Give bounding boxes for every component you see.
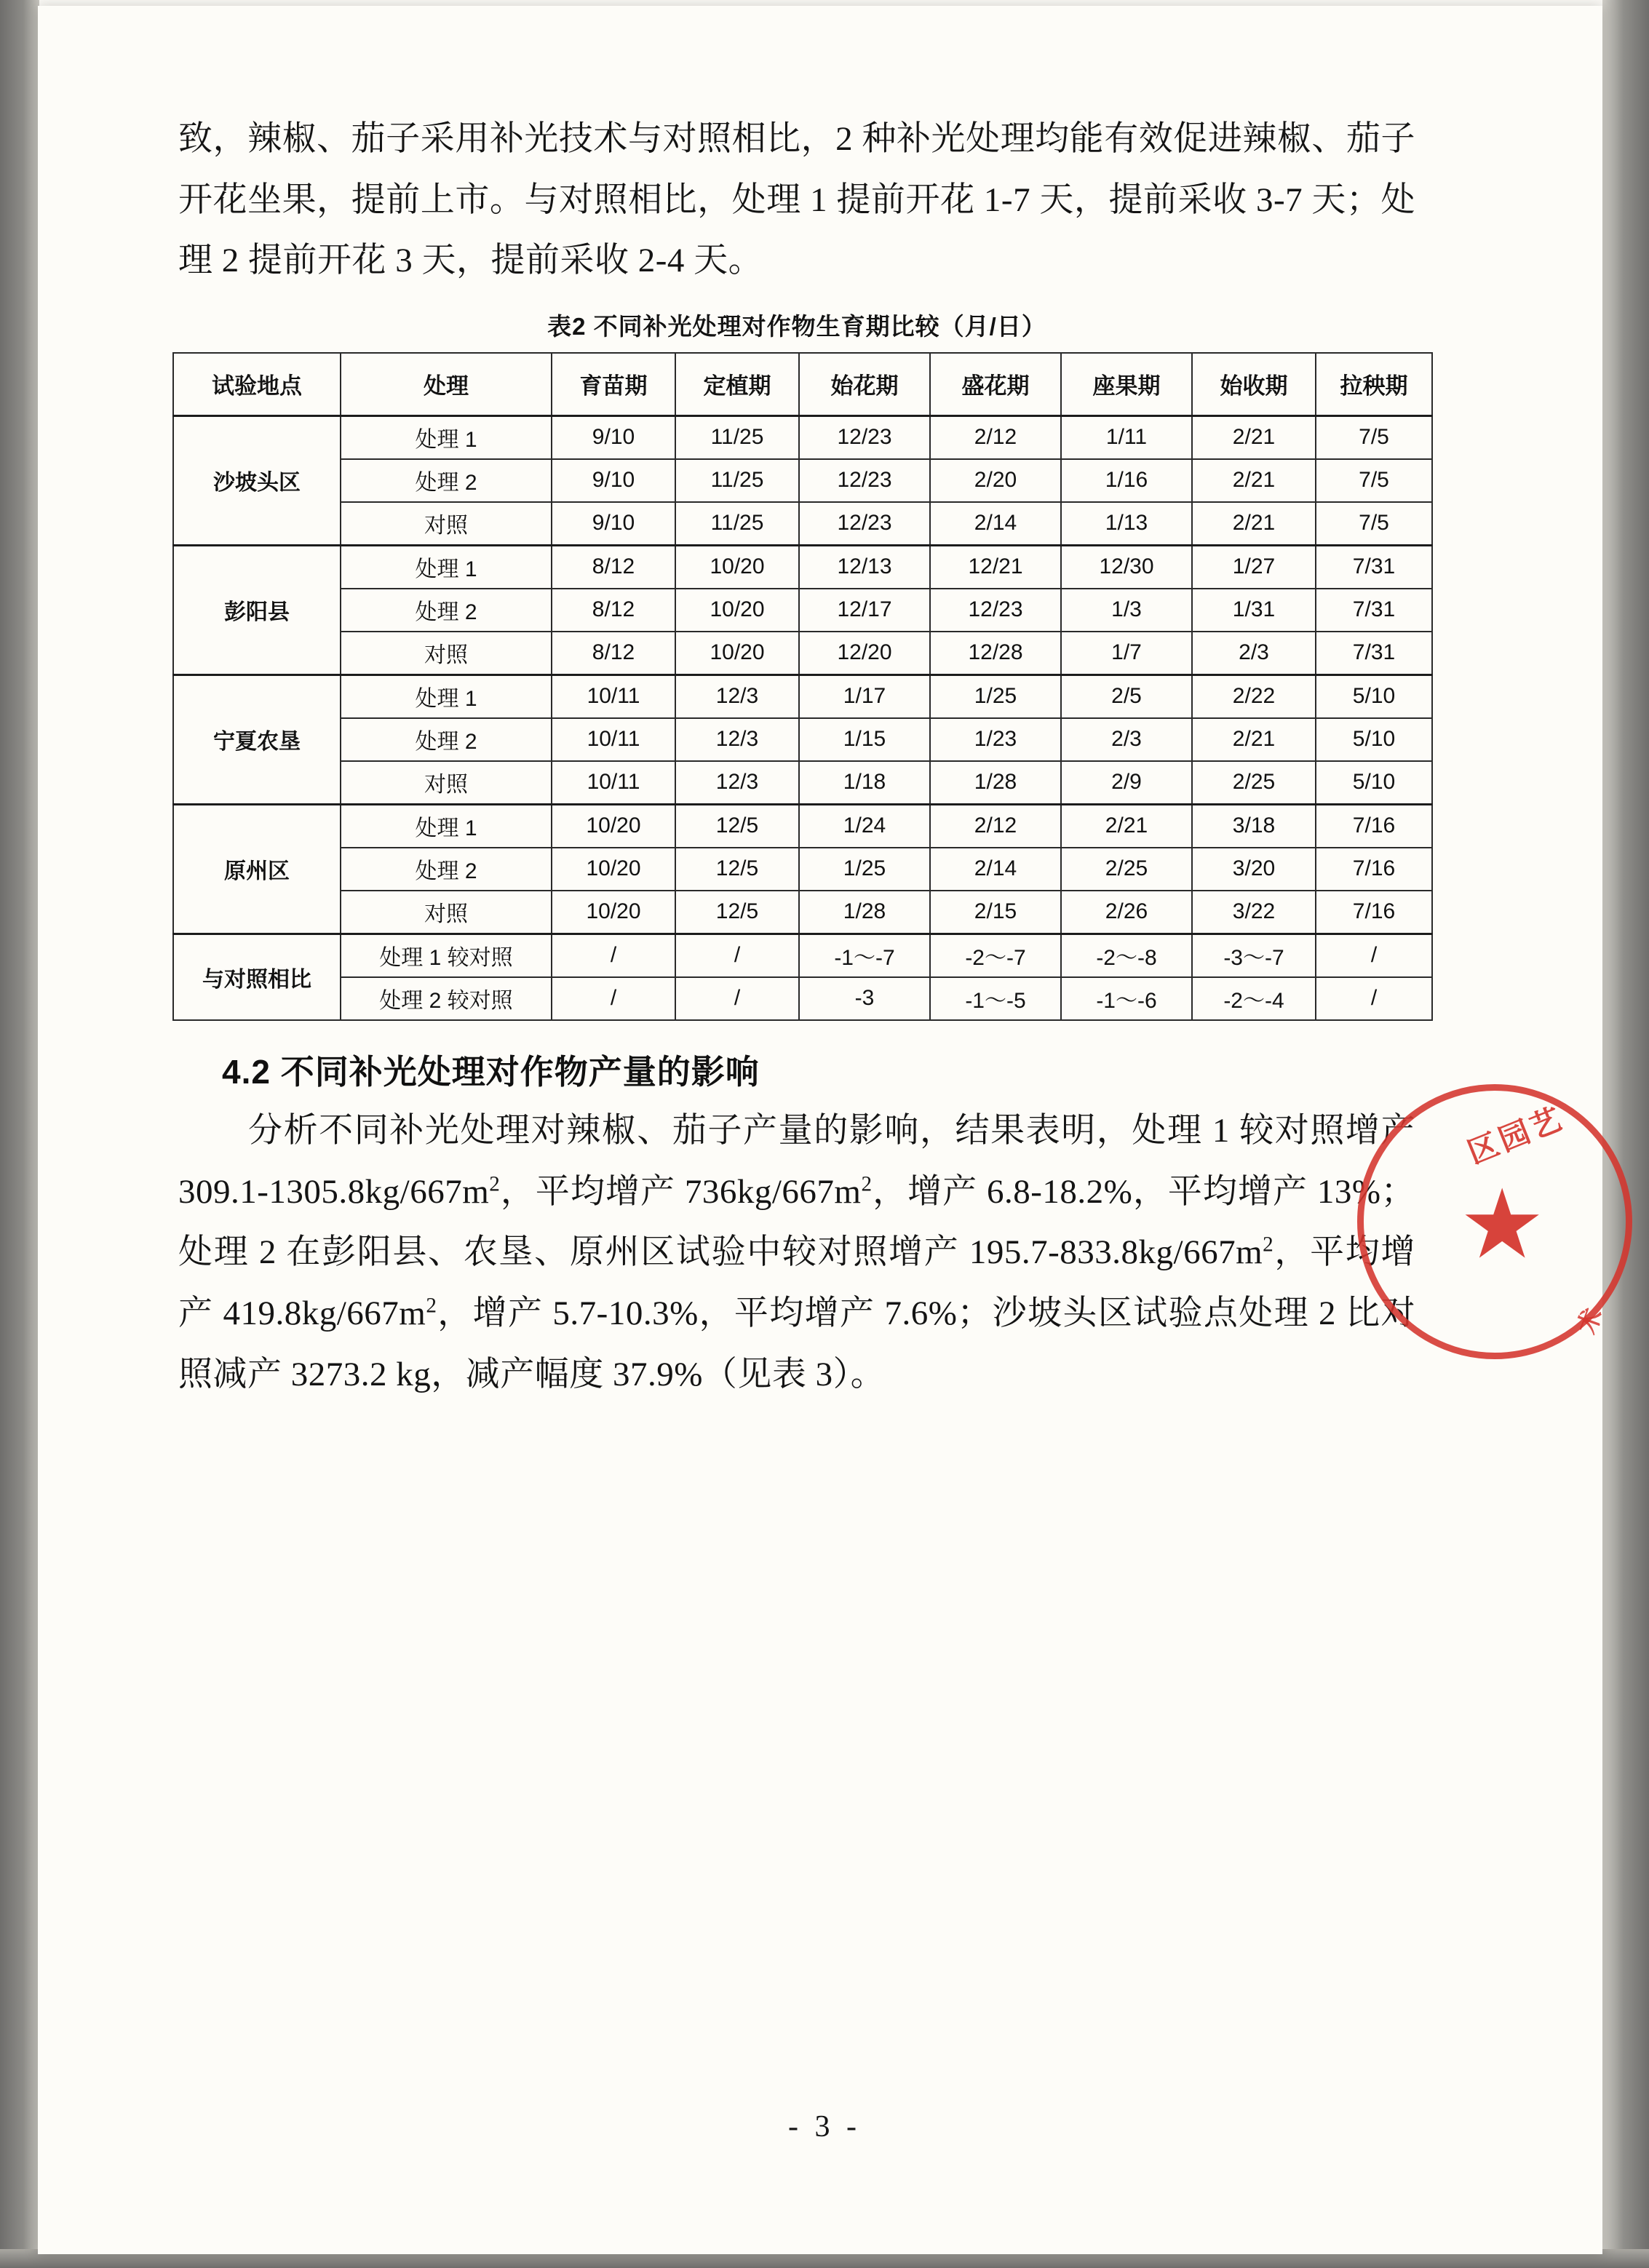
table-caption: 表2 不同补光处理对作物生育期比较（月/日）: [547, 312, 1046, 340]
value-cell: 2/25: [1192, 761, 1316, 805]
table-row: [173, 459, 1432, 502]
value-cell: 12/5: [675, 804, 799, 848]
value-cell: 10/20: [675, 589, 799, 632]
value-cell: 12/20: [799, 632, 930, 675]
treatment-cell: 处理 1: [341, 675, 552, 718]
value-cell: 2/12: [930, 415, 1061, 459]
scan-edge-right: [1602, 0, 1649, 2268]
value-cell: 10/20: [675, 545, 799, 589]
value-cell: 2/14: [930, 848, 1061, 891]
treatment-cell: 处理 2 较对照: [341, 977, 552, 1020]
value-cell: 12/13: [799, 545, 930, 589]
value-cell: 10/20: [552, 804, 675, 848]
table-header-cell: 育苗期: [552, 353, 675, 416]
value-cell: /: [552, 934, 675, 977]
value-cell: 7/31: [1316, 589, 1432, 632]
value-cell: 12/17: [799, 589, 930, 632]
value-cell: 7/31: [1316, 545, 1432, 589]
value-cell: /: [1316, 934, 1432, 977]
value-cell: 2/21: [1061, 804, 1192, 848]
value-cell: 5/10: [1316, 718, 1432, 761]
value-cell: 12/23: [799, 459, 930, 502]
value-cell: -2～-8: [1061, 934, 1192, 977]
value-cell: 1/25: [930, 675, 1061, 718]
value-cell: 2/14: [930, 502, 1061, 546]
value-cell: 1/7: [1061, 632, 1192, 675]
paragraph-part: ，平均增产 419.8kg/667m: [178, 1233, 1415, 1332]
seal-top-text: 区园艺: [1463, 1100, 1569, 1170]
value-cell: /: [675, 934, 799, 977]
superscript-unit: 2: [489, 1171, 501, 1195]
value-cell: 9/10: [552, 502, 675, 546]
value-cell: 1/28: [799, 891, 930, 934]
value-cell: -3: [799, 977, 930, 1020]
treatment-cell: 对照: [341, 632, 552, 675]
value-cell: 11/25: [675, 415, 799, 459]
table-header-cell: 盛花期: [930, 353, 1061, 416]
paragraph-part: 分析不同补光处理对辣椒、茄子产量的影响，结果表明，处理 1 较对照增产 309.1-1305.8kg/667m: [178, 1111, 1415, 1211]
table-header-cell: 拉秧期: [1316, 353, 1432, 416]
table-row: [173, 545, 1432, 589]
document-content: [178, 109, 1415, 1409]
value-cell: 10/11: [552, 675, 675, 718]
value-cell: 9/10: [552, 459, 675, 502]
value-cell: 2/12: [930, 804, 1061, 848]
region-cell: 宁夏农垦: [173, 675, 341, 804]
value-cell: 12/5: [675, 848, 799, 891]
table-header-cell: 处理: [341, 353, 552, 416]
treatment-cell: 处理 1: [341, 804, 552, 848]
seal-bottom-text: 术: [1573, 1305, 1608, 1338]
treatment-cell: 对照: [341, 761, 552, 805]
value-cell: 7/5: [1316, 502, 1432, 546]
table-row: [173, 415, 1432, 459]
value-cell: 11/25: [675, 502, 799, 546]
value-cell: 5/10: [1316, 675, 1432, 718]
treatment-cell: 处理 1: [341, 415, 552, 459]
table-header-cell: 试验地点: [173, 353, 341, 416]
value-cell: 8/12: [552, 545, 675, 589]
value-cell: 1/31: [1192, 589, 1316, 632]
treatment-cell: 处理 2: [341, 459, 552, 502]
value-cell: 1/16: [1061, 459, 1192, 502]
value-cell: 2/22: [1192, 675, 1316, 718]
value-cell: /: [1316, 977, 1432, 1020]
value-cell: 3/22: [1192, 891, 1316, 934]
section-paragraph: [178, 1101, 1415, 1405]
value-cell: 7/16: [1316, 891, 1432, 934]
superscript-unit: 2: [861, 1171, 873, 1195]
value-cell: /: [675, 977, 799, 1020]
value-cell: 7/16: [1316, 804, 1432, 848]
value-cell: 10/20: [552, 848, 675, 891]
paragraph-part: ，增产 5.7-10.3%，平均增产 7.6%；沙坡头区试验点处理 2 比对照减产 3273.2 kg，减产幅度 37.9%（见表 3）。: [178, 1294, 1415, 1393]
value-cell: 3/20: [1192, 848, 1316, 891]
table-row: [173, 632, 1432, 675]
value-cell: 3/18: [1192, 804, 1316, 848]
treatment-cell: 对照: [341, 502, 552, 546]
table-row: [173, 718, 1432, 761]
value-cell: 1/3: [1061, 589, 1192, 632]
value-cell: 12/23: [799, 502, 930, 546]
table-header-row: [173, 353, 1432, 416]
value-cell: /: [552, 977, 675, 1020]
table-row: [173, 848, 1432, 891]
treatment-cell: 对照: [341, 891, 552, 934]
value-cell: 12/3: [675, 675, 799, 718]
scan-edge-left: [0, 0, 39, 2268]
value-cell: 1/23: [930, 718, 1061, 761]
value-cell: 1/11: [1061, 415, 1192, 459]
value-cell: 2/15: [930, 891, 1061, 934]
value-cell: -3～-7: [1192, 934, 1316, 977]
value-cell: 7/5: [1316, 415, 1432, 459]
growth-period-table: [172, 352, 1433, 1021]
value-cell: 12/3: [675, 718, 799, 761]
value-cell: 12/23: [799, 415, 930, 459]
table-row: [173, 589, 1432, 632]
value-cell: 10/11: [552, 761, 675, 805]
value-cell: 1/15: [799, 718, 930, 761]
value-cell: 2/9: [1061, 761, 1192, 805]
value-cell: 2/20: [930, 459, 1061, 502]
value-cell: 1/17: [799, 675, 930, 718]
table-row: [173, 977, 1432, 1020]
table-header-cell: 定植期: [675, 353, 799, 416]
value-cell: 2/21: [1192, 459, 1316, 502]
treatment-cell: 处理 2: [341, 848, 552, 891]
table-row: [173, 761, 1432, 805]
value-cell: -2～-4: [1192, 977, 1316, 1020]
intro-paragraph: 致，辣椒、茄子采用补光技术与对照相比，2 种补光处理均能有效促进辣椒、茄子开花坐果，提前上市。与对照相比，处理 1 提前开花 1-7 天，提前采收 3-7 天；处理 2 提前开花 3 天，提前采收 2-4 天。: [178, 120, 1415, 280]
value-cell: 7/5: [1316, 459, 1432, 502]
value-cell: 2/3: [1061, 718, 1192, 761]
value-cell: 12/23: [930, 589, 1061, 632]
value-cell: 10/20: [675, 632, 799, 675]
table-header-cell: 座果期: [1061, 353, 1192, 416]
page-number: - 3 -: [788, 2110, 861, 2144]
value-cell: 2/25: [1061, 848, 1192, 891]
value-cell: 12/5: [675, 891, 799, 934]
treatment-cell: 处理 2: [341, 718, 552, 761]
superscript-unit: 2: [1263, 1233, 1274, 1257]
paragraph-part: ，增产 6.8-18.2%，平均增产 13%；处理 2 在彭阳县、农垦、原州区试验中较对照增产 195.7-833.8kg/667m: [178, 1172, 1415, 1272]
treatment-cell: 处理 2: [341, 589, 552, 632]
value-cell: -2～-7: [930, 934, 1061, 977]
paragraph-part: ，平均增产 736kg/667m: [500, 1172, 862, 1211]
table-header-cell: 始收期: [1192, 353, 1316, 416]
value-cell: 8/12: [552, 589, 675, 632]
value-cell: -1～-7: [799, 934, 930, 977]
value-cell: 1/25: [799, 848, 930, 891]
treatment-cell: 处理 1: [341, 545, 552, 589]
value-cell: 5/10: [1316, 761, 1432, 805]
value-cell: 2/21: [1192, 415, 1316, 459]
value-cell: 1/13: [1061, 502, 1192, 546]
region-cell: 沙坡头区: [173, 415, 341, 545]
region-cell: 彭阳县: [173, 545, 341, 675]
value-cell: 2/21: [1192, 718, 1316, 761]
region-cell: 与对照相比: [173, 934, 341, 1020]
star-icon: ★: [1459, 1171, 1546, 1278]
value-cell: 2/21: [1192, 502, 1316, 546]
value-cell: 2/26: [1061, 891, 1192, 934]
treatment-cell: 处理 1 较对照: [341, 934, 552, 977]
value-cell: 2/5: [1061, 675, 1192, 718]
table-row: [173, 891, 1432, 934]
value-cell: 1/18: [799, 761, 930, 805]
value-cell: 12/21: [930, 545, 1061, 589]
value-cell: 1/28: [930, 761, 1061, 805]
value-cell: -1～-6: [1061, 977, 1192, 1020]
value-cell: 10/20: [552, 891, 675, 934]
table-header-cell: 始花期: [799, 353, 930, 416]
value-cell: -1～-5: [930, 977, 1061, 1020]
value-cell: 12/30: [1061, 545, 1192, 589]
value-cell: 12/3: [675, 761, 799, 805]
value-cell: 9/10: [552, 415, 675, 459]
region-cell: 原州区: [173, 804, 341, 934]
value-cell: 1/24: [799, 804, 930, 848]
value-cell: 10/11: [552, 718, 675, 761]
value-cell: 12/28: [930, 632, 1061, 675]
value-cell: 1/27: [1192, 545, 1316, 589]
value-cell: 2/3: [1192, 632, 1316, 675]
table-row: [173, 502, 1432, 546]
value-cell: 7/31: [1316, 632, 1432, 675]
table-row: [173, 934, 1432, 977]
value-cell: 8/12: [552, 632, 675, 675]
table-row: [173, 675, 1432, 718]
section-heading-4-2: 4.2 不同补光处理对作物产量的影响: [222, 1052, 760, 1091]
table-row: [173, 804, 1432, 848]
value-cell: 11/25: [675, 459, 799, 502]
superscript-unit: 2: [426, 1294, 437, 1318]
value-cell: 7/16: [1316, 848, 1432, 891]
